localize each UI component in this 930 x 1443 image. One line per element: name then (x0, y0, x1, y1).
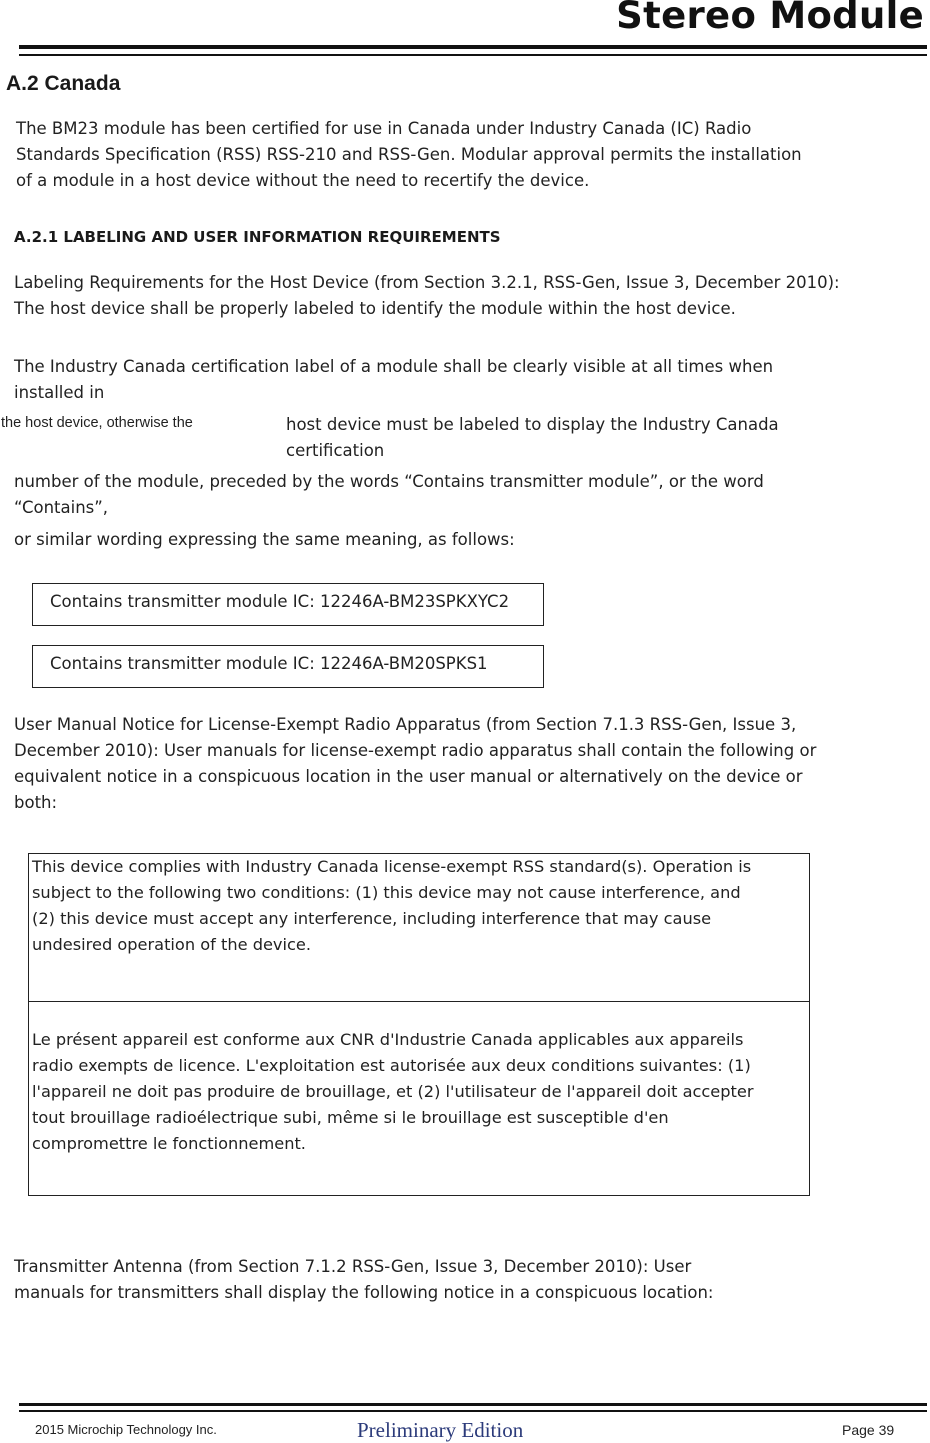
notice-french-line: compromettre le fonctionnement. (32, 1134, 306, 1153)
notice-french-line: radio exempts de licence. L'exploitation est autorisée aux deux conditions suivantes: (1) (32, 1056, 751, 1075)
certification-line: host device must be labeled to display the Industry Canada (286, 415, 779, 434)
user-manual-line: User Manual Notice for License-Exempt Radio Apparatus (from Section 7.1.3 RSS-Gen, Issue 3, (14, 715, 797, 734)
notice-english-line: undesired operation of the device. (32, 935, 312, 954)
certification-paragraph-a (14, 354, 773, 406)
label-example-text: Contains transmitter module IC: 12246A-BM20SPKS1 (50, 654, 488, 673)
certification-paragraph-d (14, 527, 515, 553)
page-header-title: Stereo Module (616, 0, 924, 37)
certification-line: installed in (14, 383, 105, 402)
certification-fragment: the host device, otherwise the (1, 415, 193, 431)
antenna-line: manuals for transmitters shall display the following notice in a conspicuous location: (14, 1283, 714, 1302)
notice-divider (29, 1001, 809, 1002)
label-example-box (32, 645, 544, 688)
notice-english-cell (29, 854, 809, 958)
notice-english-line: This device complies with Industry Canada license-exempt RSS standard(s). Operation is (32, 857, 752, 876)
notice-french-line: Le présent appareil est conforme aux CNR d'Industrie Canada applicables aux appareils (32, 1030, 744, 1049)
certification-line: “Contains”, (14, 498, 109, 517)
header-rule-thick (19, 45, 927, 49)
footer-rule-thin (19, 1410, 927, 1412)
labeling-line: The host device shall be properly labeled to identify the module within the host device. (14, 299, 736, 318)
user-manual-paragraph (14, 712, 816, 816)
intro-paragraph (16, 116, 802, 194)
certification-paragraph-b (286, 412, 779, 464)
certification-line: The Industry Canada certification label of a module shall be clearly visible at all times when (14, 357, 774, 376)
header-rule-thin (19, 54, 927, 56)
label-example-box (32, 583, 544, 626)
intro-line: Standards Specification (RSS) RSS-210 and RSS-Gen. Modular approval permits the installation (16, 145, 802, 164)
notice-table (28, 853, 810, 1196)
footer-copyright: 2015 Microchip Technology Inc. (35, 1422, 217, 1437)
footer-edition: Preliminary Edition (357, 1418, 524, 1442)
intro-line: The BM23 module has been certified for use in Canada under Industry Canada (IC) Radio (16, 119, 752, 138)
subsection-heading: A.2.1 LABELING AND USER INFORMATION REQUIREMENTS (14, 228, 501, 246)
certification-paragraph-c (14, 469, 764, 521)
antenna-line: Transmitter Antenna (from Section 7.1.2 RSS-Gen, Issue 3, December 2010): User (14, 1257, 692, 1276)
intro-line: of a module in a host device without the need to recertify the device. (16, 171, 590, 190)
notice-english-line: subject to the following two conditions: (1) this device may not cause interference, and (32, 883, 741, 902)
labeling-line: Labeling Requirements for the Host Device (from Section 3.2.1, RSS-Gen, Issue 3, December 2010): (14, 273, 840, 292)
notice-french-cell (29, 1027, 809, 1157)
label-example-text: Contains transmitter module IC: 12246A-BM23SPKXYC2 (50, 592, 510, 611)
certification-line: certification (286, 441, 385, 460)
notice-french-line: l'appareil ne doit pas produire de brouillage, et (2) l'utilisateur de l'appareil doit accepter (32, 1082, 754, 1101)
user-manual-line: equivalent notice in a conspicuous location in the user manual or alternatively on the device or (14, 767, 803, 786)
section-heading: A.2 Canada (6, 72, 121, 95)
notice-english-line: (2) this device must accept any interference, including interference that may cause (32, 909, 712, 928)
user-manual-line: both: (14, 793, 58, 812)
labeling-paragraph (14, 270, 840, 322)
user-manual-line: December 2010): User manuals for license-exempt radio apparatus shall contain the following or (14, 741, 817, 760)
certification-line: or similar wording expressing the same meaning, as follows: (14, 530, 515, 549)
certification-line: number of the module, preceded by the words “Contains transmitter module”, or the word (14, 472, 764, 491)
notice-french-line: tout brouillage radioélectrique subi, même si le brouillage est susceptible d'en (32, 1108, 669, 1127)
antenna-paragraph (14, 1254, 713, 1306)
footer-rule-thick (19, 1403, 927, 1406)
footer-page-number: Page 39 (842, 1422, 895, 1438)
